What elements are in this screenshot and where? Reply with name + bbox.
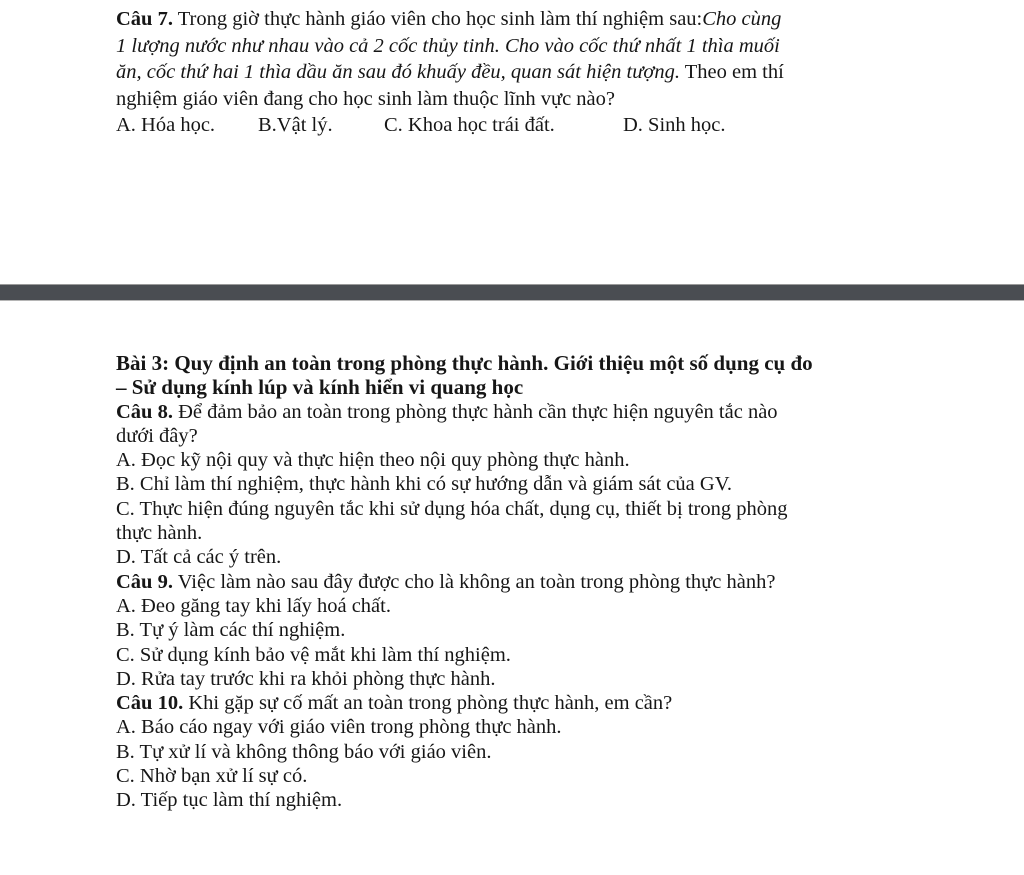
q8-option-a: A. Đọc kỹ nội quy và thực hiện theo nội quy phòng thực hành. — [116, 449, 630, 472]
document-page-1 — [0, 0, 1024, 284]
page-2-content — [116, 351, 916, 813]
q10-option-c: C. Nhờ bạn xử lí sự có. — [116, 765, 308, 788]
q7-option-a: A. Hóa học. — [116, 114, 216, 136]
q7-line-1 — [116, 6, 916, 33]
section-title-line-2: – Sử dụng kính lúp và kính hiển vi quang học — [116, 375, 524, 400]
q8-stem-line — [116, 400, 916, 424]
q7-line-4: nghiệm giáo viên đang cho học sinh làm thuộc lĩnh vực nào? — [116, 87, 616, 110]
q7-option-c: C. Khoa học trái đất. — [384, 114, 555, 136]
q8-option-c: C. Thực hiện đúng nguyên tắc khi sử dụng hóa chất, dụng cụ, thiết bị trong phòng — [116, 497, 788, 520]
q10-option-b: B. Tự xử lí và không thông báo với giáo viên. — [116, 740, 492, 763]
q7-label: Câu 7. — [116, 8, 173, 30]
document-page-2 — [0, 301, 1024, 875]
q7-line-3 — [116, 59, 916, 86]
q8-option-b: B. Chỉ làm thí nghiệm, thực hành khi có sự hướng dẫn và giám sát của GV. — [116, 473, 733, 496]
q7-italic-1: Cho cùng — [702, 8, 782, 30]
q10-option-d: D. Tiếp tục làm thí nghiệm. — [116, 789, 343, 812]
q8-option-d: D. Tất cả các ý trên. — [116, 546, 282, 569]
q7-italic-3: ăn, cốc thứ hai 1 thìa dầu ăn sau đó khuấy đều, quan sát hiện tượng. — [116, 61, 680, 83]
q9-stem: Việc làm nào sau đây được cho là không an toàn trong phòng thực hành? — [172, 570, 776, 593]
q7-option-d: D. Sinh học. — [623, 114, 726, 136]
page-separator — [0, 284, 1024, 301]
q7-italic-2: 1 lượng nước như nhau vào cả 2 cốc thủy tinh. Cho vào cốc thứ nhất 1 thìa muối — [116, 34, 780, 57]
q7-options — [116, 112, 916, 139]
q7-line-2 — [116, 33, 916, 60]
q8-stem: Để đảm bảo an toàn trong phòng thực hành cần thực hiện nguyên tắc nào — [172, 400, 778, 423]
q9-option-b: B. Tự ý làm các thí nghiệm. — [116, 619, 346, 642]
q7-option-b: B.Vật lý. — [258, 114, 333, 136]
q10-label: Câu 10. — [116, 692, 184, 715]
q9-option-a: A. Đeo găng tay khi lấy hoá chất. — [116, 594, 391, 617]
q8-option-c-line-2: thực hành. — [116, 522, 203, 545]
q9-option-c: C. Sử dụng kính bảo vệ mắt khi làm thí nghiệm. — [116, 643, 511, 666]
q10-stem: Khi gặp sự cố mất an toàn trong phòng thực hành, em cần? — [183, 692, 673, 715]
q7-line-3-tail: Theo em thí — [679, 61, 784, 83]
q8-stem-line-2: dưới đây? — [116, 424, 198, 447]
q10-stem-line — [116, 691, 916, 715]
q9-option-d: D. Rửa tay trước khi ra khỏi phòng thực hành. — [116, 667, 496, 690]
q8-label: Câu 8. — [116, 400, 173, 423]
section-title-line-1: Bài 3: Quy định an toàn trong phòng thực hành. Giới thiệu một số dụng cụ đo — [116, 351, 813, 375]
question-7 — [116, 6, 916, 139]
q9-label: Câu 9. — [116, 570, 173, 593]
q7-stem: Trong giờ thực hành giáo viên cho học sinh làm thí nghiệm sau: — [172, 8, 703, 30]
q9-stem-line — [116, 570, 916, 594]
q10-option-a: A. Báo cáo ngay với giáo viên trong phòng thực hành. — [116, 716, 562, 739]
